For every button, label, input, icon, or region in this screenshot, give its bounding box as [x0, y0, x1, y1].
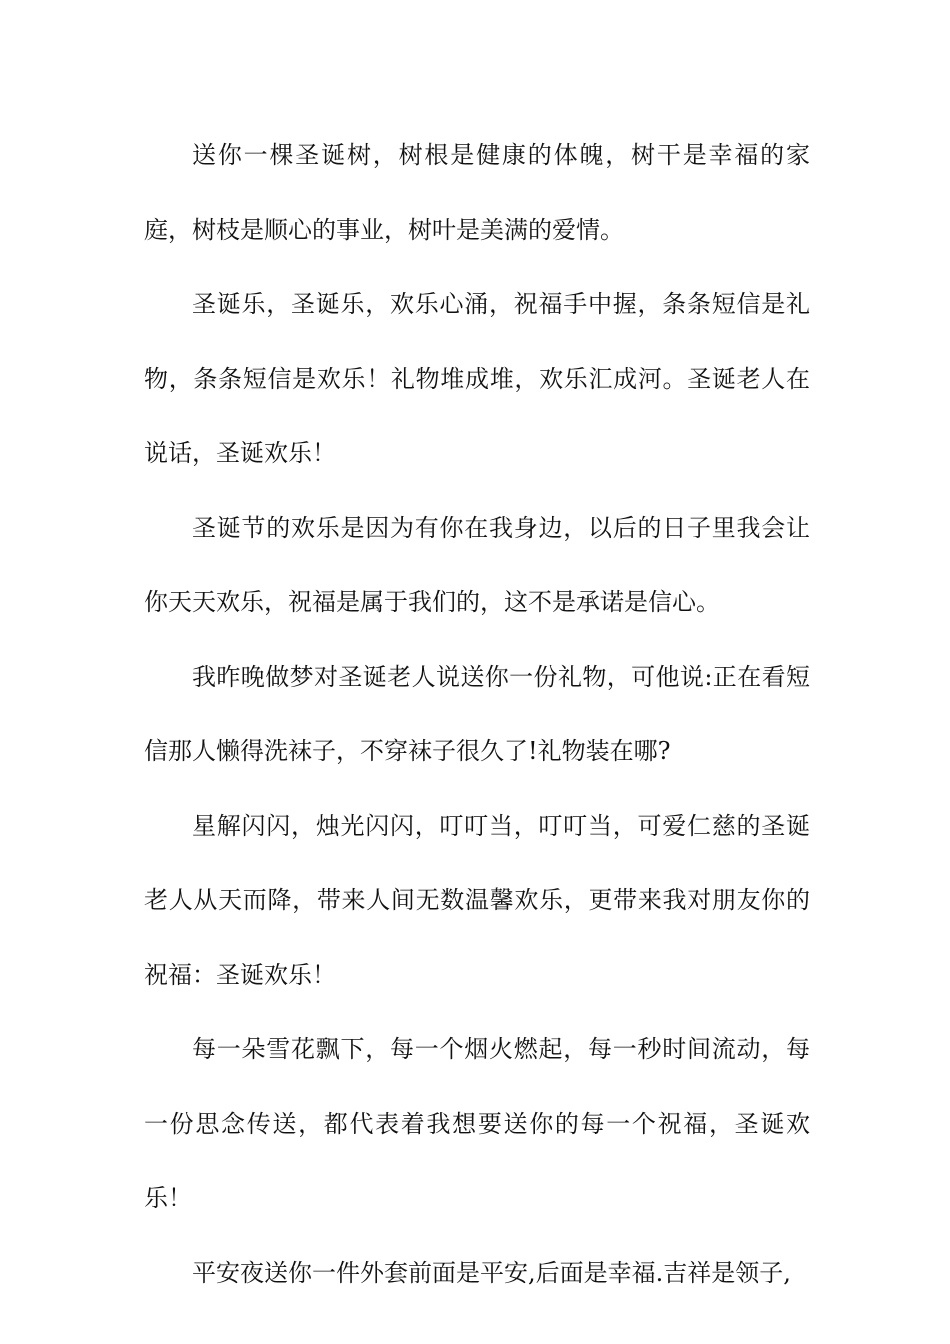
- paragraph-7: 平安夜送你一件外套前面是平安,后面是幸福.吉祥是领子,: [192, 1258, 791, 1287]
- paragraph-3: 圣诞节的欢乐是因为有你在我身边，以后的日子里我会让你天天欢乐，祝福是属于我们的，这不是承诺是信心。: [144, 513, 810, 616]
- paragraph-1: 送你一棵圣诞树，树根是健康的体魄，树干是幸福的家庭，树枝是顺心的事业，树叶是美满的爱情。: [144, 141, 810, 244]
- paragraph-2: 圣诞乐，圣诞乐，欢乐心涌，祝福手中握，条条短信是礼物，条条短信是欢乐！礼物堆成堆，欢乐汇成河。圣诞老人在说话，圣诞欢乐！: [144, 290, 810, 467]
- paragraph-5: 星解闪闪，烛光闪闪，叮叮当，叮叮当，可爱仁慈的圣诞老人从天而降，带来人间无数温馨欢乐，更带来我对朋友你的祝福：圣诞欢乐！: [144, 811, 810, 989]
- paragraph-4: 我昨晚做梦对圣诞老人说送你一份礼物，可他说:正在看短信那人懒得洗袜子，不穿袜子很久了!礼物装在哪?: [144, 662, 810, 765]
- document-body: [144, 118, 810, 1310]
- paragraph-6: 每一朵雪花飘下，每一个烟火燃起，每一秒时间流动，每一份思念传送，都代表着我想要送你的每一个祝福，圣诞欢乐！: [144, 1035, 810, 1212]
